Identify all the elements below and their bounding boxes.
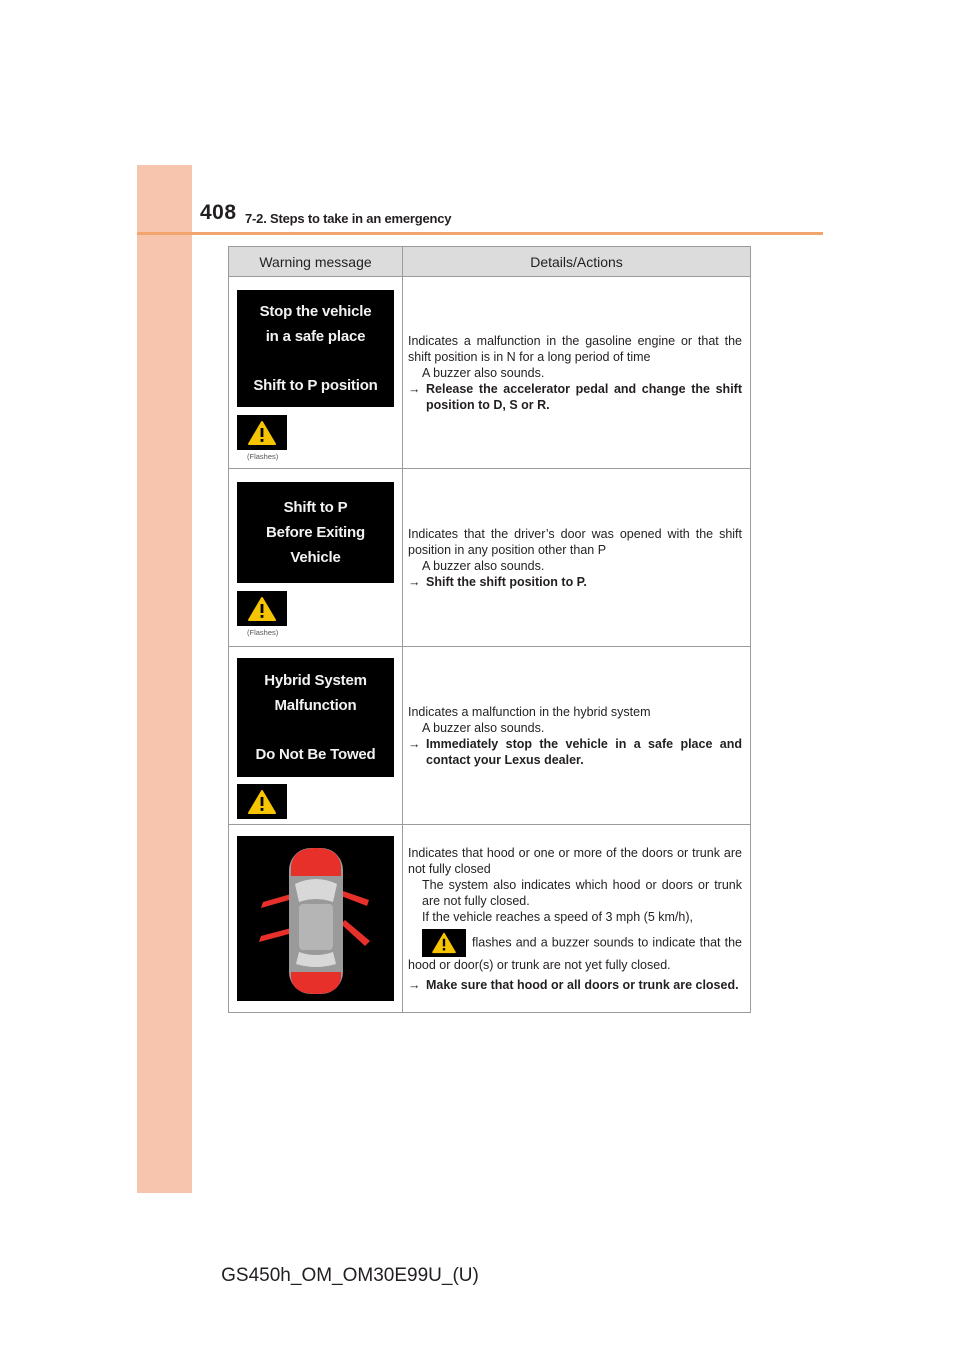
- table-row: [229, 469, 751, 647]
- details-note: A buzzer also sounds.: [422, 365, 545, 380]
- details-cell: [403, 647, 751, 825]
- details-text: Indicates that hood or one or more of the doors or trunk are not fully closed: [408, 845, 742, 876]
- details-note: If the vehicle reaches a speed of 3 mph (5 km/h),: [422, 909, 693, 924]
- details-note: flashes and a buzzer sounds to indicate that the hood or door(s) or trunk are not yet fully closed.: [408, 929, 742, 973]
- flashes-label: (Flashes): [247, 452, 279, 461]
- warning-triangle-icon: [237, 415, 287, 450]
- details-cell: [403, 825, 751, 1013]
- display-line: Hybrid System: [264, 672, 367, 689]
- warning-image-cell: [229, 469, 403, 647]
- sidebar-tab: [137, 165, 192, 1193]
- table-row: [229, 277, 751, 469]
- table-row: [229, 825, 751, 1013]
- details-text: Indicates a malfunction in the gasoline engine or that the shift position is in N for a long period of time: [408, 333, 742, 364]
- warning-image-cell: [229, 647, 403, 825]
- details-cell: [403, 469, 751, 647]
- display-line: Malfunction: [274, 697, 357, 714]
- warning-triangle-icon: [237, 784, 287, 819]
- display-line: Do Not Be Towed: [255, 746, 376, 763]
- details-note: A buzzer also sounds.: [422, 558, 545, 573]
- flashes-label: (Flashes): [247, 628, 279, 637]
- display-line: Before Exiting: [266, 524, 365, 541]
- display-screen: [237, 482, 394, 583]
- display-line: Shift to P: [283, 499, 348, 516]
- arrow-right-icon: →: [408, 977, 421, 992]
- display-screen: [237, 290, 394, 407]
- display-line: Shift to P position: [253, 377, 378, 394]
- details-action: → Immediately stop the vehicle in a safe place and contact your Lexus dealer.: [408, 736, 742, 767]
- display-line: in a safe place: [265, 328, 366, 345]
- warning-triangle-icon: [237, 591, 287, 626]
- arrow-right-icon: →: [408, 736, 421, 751]
- details-text: Indicates that the driver’s door was opened with the shift position in any position other than P: [408, 526, 742, 557]
- arrow-right-icon: →: [408, 574, 421, 589]
- details-text: Indicates a malfunction in the hybrid system: [408, 704, 651, 719]
- details-action: → Shift the shift position to P.: [408, 574, 587, 589]
- warning-image-cell: [229, 825, 403, 1013]
- door-open-car-icon: [237, 836, 394, 1001]
- warning-image-cell: [229, 277, 403, 469]
- display-line: Vehicle: [290, 549, 341, 566]
- table-row: [229, 647, 751, 825]
- details-cell: [403, 277, 751, 469]
- details-action: → Make sure that hood or all doors or trunk are closed.: [408, 977, 739, 992]
- details-note: The system also indicates which hood or doors or trunk are not fully closed.: [422, 877, 742, 908]
- details-note: A buzzer also sounds.: [422, 720, 545, 735]
- header-rule: [137, 232, 823, 235]
- arrow-right-icon: →: [408, 381, 421, 396]
- page-number: 408: [200, 201, 237, 224]
- details-action: → Release the accelerator pedal and change the shift position to D, S or R.: [408, 381, 742, 412]
- display-screen: [237, 658, 394, 777]
- display-line: Stop the vehicle: [259, 303, 372, 320]
- column-header-details: Details/Actions: [403, 247, 751, 277]
- warning-message-table: [228, 246, 751, 1013]
- warning-triangle-icon: [422, 929, 466, 957]
- document-code: GS450h_OM_OM30E99U_(U): [221, 1265, 479, 1286]
- column-header-warning: Warning message: [229, 247, 403, 277]
- table-header-row: [229, 247, 751, 277]
- section-title: 7-2. Steps to take in an emergency: [245, 211, 452, 226]
